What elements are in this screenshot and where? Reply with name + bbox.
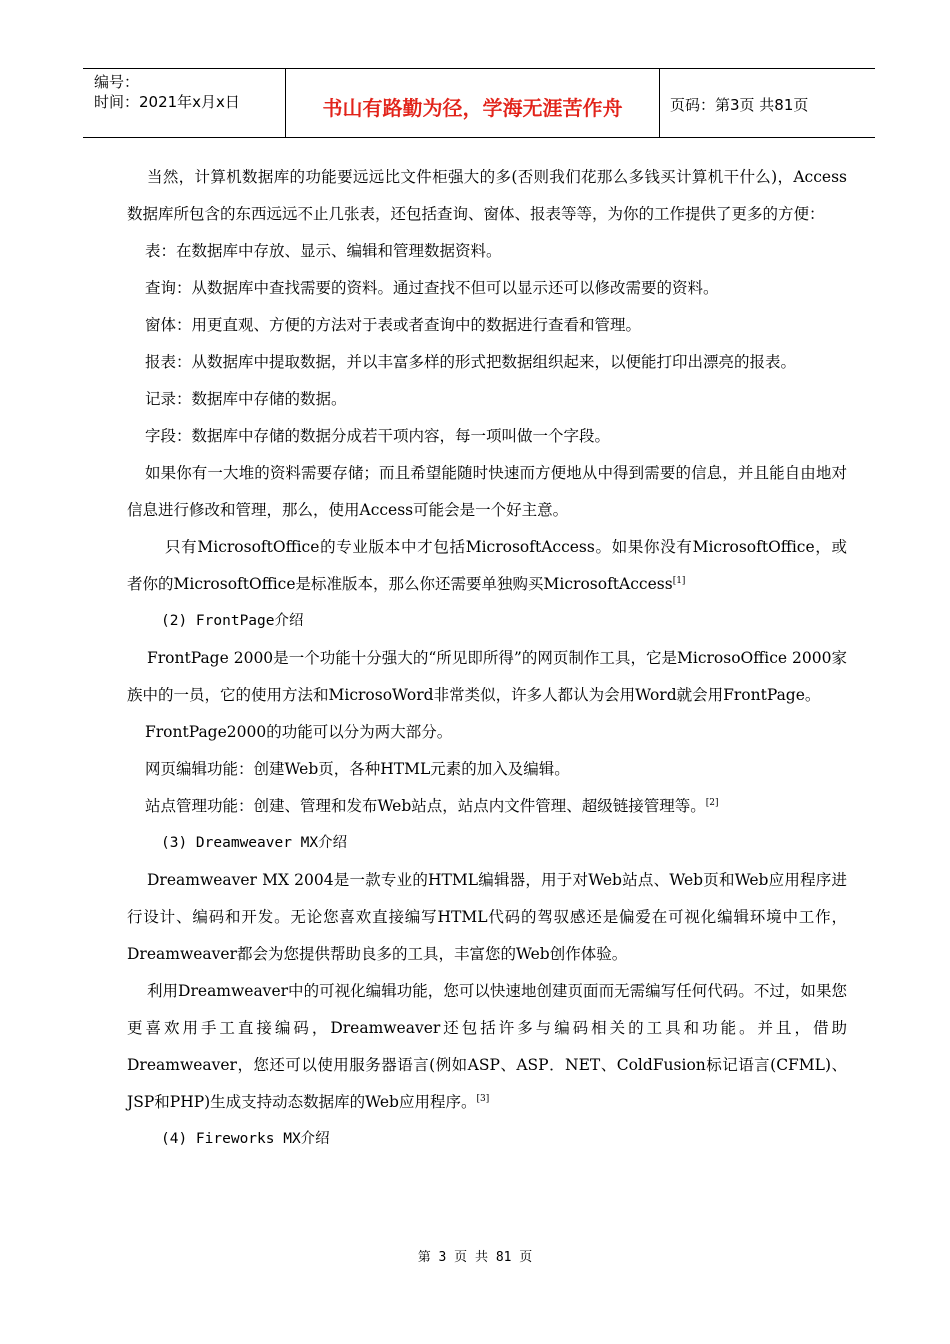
header-left-cell	[83, 69, 285, 137]
motto: 书山有路勤为径，学海无涯苦作舟	[322, 96, 623, 120]
paragraph-text: 只有MicrosoftOffice的专业版本中才包括MicrosoftAccess。如果你没有MicrosoftOffice，或者你的MicrosoftOffice是标准版本，那么你还需要单独购买MicrosoftAccess	[127, 538, 847, 593]
paragraph: Dreamweaver MX 2004是一款专业的HTML编辑器，用于对Web站点、Web页和Web应用程序进行设计、编码和开发。无论您喜欢直接编写HTML代码的驾驭感还是偏爱在可视化编辑环境中工作，Dreamweaver都会为您提供帮助良多的工具，丰富您的Web创作体验。	[127, 871, 847, 963]
citation: [1]	[672, 576, 686, 586]
section-heading: (4) Fireworks MX介绍	[161, 1131, 330, 1147]
section-heading: (3) Dreamweaver MX介绍	[161, 835, 348, 851]
page-footer: 第 3 页 共 81 页	[417, 1250, 533, 1265]
paragraph: 当然，计算机数据库的功能要远远比文件柜强大的多(否则我们花那么多钱买计算机干什么)，Access数据库所包含的东西远远不止几张表，还包括查询、窗体、报表等等，为你的工作提供了更多的方便：	[127, 168, 847, 223]
paragraph: 如果你有一大堆的资料需要存储；而且希望能随时快速而方便地从中得到需要的信息，并且能自由地对信息进行修改和管理，那么，使用Access可能会是一个好主意。	[127, 464, 847, 519]
header-table	[83, 68, 875, 138]
time-label: 时间：2021年x月x日	[94, 93, 240, 111]
definition-record: 记录：数据库中存储的数据。	[145, 390, 347, 408]
definition-report: 报表：从数据库中提取数据，并以丰富多样的形式把数据组织起来，以便能打印出漂亮的报表。	[145, 353, 797, 371]
paragraph: FrontPage 2000是一个功能十分强大的“所见即所得”的网页制作工具，它是MicrosoOffice 2000家族中的一员，它的使用方法和MicrosoWord非常类似，许多人都认为会用Word就会用FrontPage。	[127, 649, 847, 704]
definition-query: 查询：从数据库中查找需要的资料。通过查找不但可以显示还可以修改需要的资料。	[145, 279, 719, 297]
header-center-cell	[285, 69, 660, 137]
paragraph-text: 利用Dreamweaver中的可视化编辑功能，您可以快速地创建页面而无需编写任何代码。不过，如果您更喜欢用手工直接编码，Dreamweaver还包括许多与编码相关的工具和功能。并且，借助Dreamweaver，您还可以使用服务器语言(例如ASP、ASP．NET、ColdFusion标记语言(CFML)、JSP和PHP)生成支持动态数据库的Web应用程序。	[127, 982, 847, 1111]
document-body	[127, 159, 847, 1158]
header-right-cell	[660, 69, 875, 137]
definition-table: 表：在数据库中存放、显示、编辑和管理数据资料。	[145, 242, 502, 260]
paragraph	[127, 788, 847, 825]
definition-field: 字段：数据库中存储的数据分成若干项内容，每一项叫做一个字段。	[145, 427, 611, 445]
definition-form: 窗体：用更直观、方便的方法对于表或者查询中的数据进行查看和管理。	[145, 316, 642, 334]
paragraph: 网页编辑功能：创建Web页，各种HTML元素的加入及编辑。	[145, 760, 570, 778]
citation: [2]	[705, 798, 719, 808]
page-info: 页码：第3页 共81页	[670, 96, 809, 114]
paragraph	[127, 973, 847, 1121]
section-heading: (2) FrontPage介绍	[161, 613, 304, 629]
citation: [3]	[476, 1094, 490, 1104]
paragraph: FrontPage2000的功能可以分为两大部分。	[145, 723, 453, 741]
paragraph-text: 站点管理功能：创建、管理和发布Web站点，站点内文件管理、超级链接管理等。	[145, 797, 706, 815]
number-label: 编号：	[94, 73, 140, 91]
paragraph	[127, 529, 847, 603]
